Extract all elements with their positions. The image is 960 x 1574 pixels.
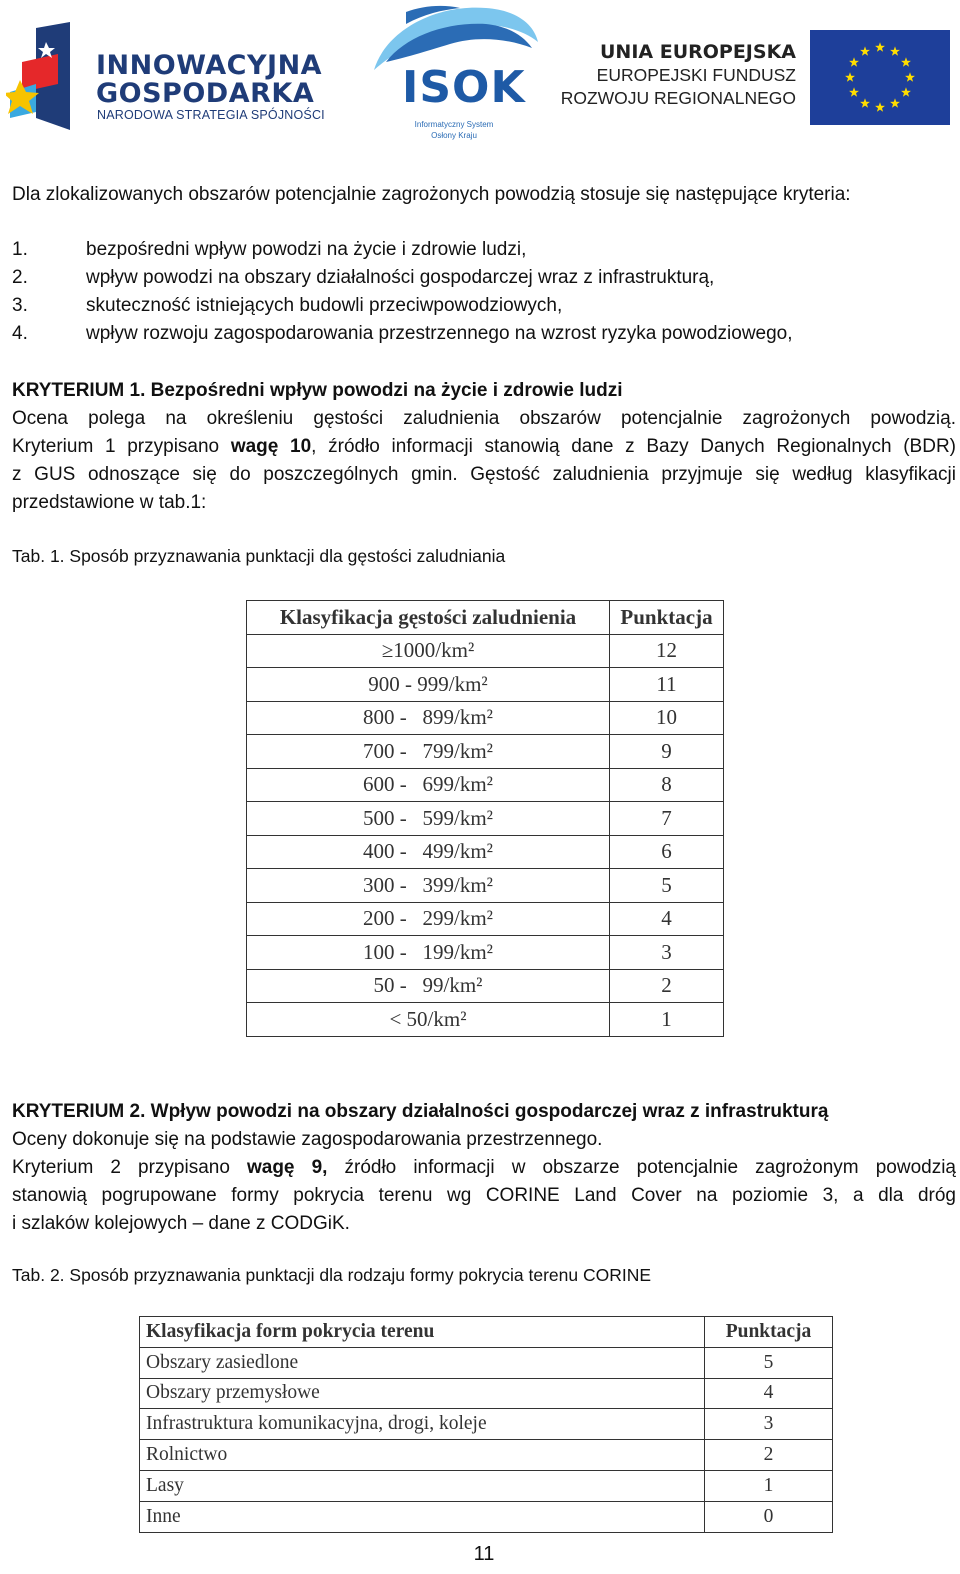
list-item-number: 4.: [12, 323, 28, 344]
isok-subtitle-2: Osłony Kraju: [431, 131, 477, 140]
table-population-density: [246, 600, 724, 1037]
density-range-cell: 400 - 499/km²: [247, 835, 610, 869]
table-row: [140, 1501, 833, 1532]
density-range-cell: 700 - 799/km²: [247, 735, 610, 769]
eu-star-icon: [845, 72, 855, 81]
points-cell: 5: [610, 869, 724, 903]
logo-unia-europejska-text: [556, 40, 796, 120]
k1-line2-c: , źródło informacji stanowią dane z Bazy Danych Regionalnych (BDR): [311, 436, 956, 457]
land-cover-form-cell: Obszary zasiedlone: [140, 1347, 705, 1378]
logo-isok: [366, 2, 542, 144]
kryterium-2-line2: [12, 1154, 956, 1182]
eu-star-icon: [890, 46, 900, 55]
list-item-text: bezpośredni wpływ powodzi na życie i zdrowie ludzi,: [86, 239, 527, 260]
list-item-number: 1.: [12, 239, 28, 260]
table-row: [247, 869, 724, 903]
table-row: [247, 936, 724, 970]
table-row: [247, 902, 724, 936]
eu-star-icon: [849, 57, 859, 66]
density-range-cell: 600 - 699/km²: [247, 768, 610, 802]
land-cover-form-cell: Obszary przemysłowe: [140, 1378, 705, 1409]
density-range-cell: 800 - 899/km²: [247, 701, 610, 735]
kryterium-1-line1: Ocena polega na określeniu gęstości zaludnienia obszarów potencjalnie zagrożonych powodzią.: [12, 408, 956, 429]
points-cell: 2: [610, 969, 724, 1003]
table-1-caption: Tab. 1. Sposób przyznawania punktacji dla gęstości zaludniania: [12, 546, 506, 566]
intro-text: Dla zlokalizowanych obszarów potencjalnie zagrożonych powodzią stosuje się następujące kryteria:: [12, 184, 851, 205]
table-row: [247, 835, 724, 869]
eu-star-icon: [860, 98, 870, 107]
table-row: [247, 701, 724, 735]
points-cell: 7: [610, 802, 724, 836]
table-row: [247, 1003, 724, 1037]
density-range-cell: 300 - 399/km²: [247, 869, 610, 903]
eu-star-icon: [890, 98, 900, 107]
kryterium-1-heading: KRYTERIUM 1. Bezpośredni wpływ powodzi na życie i zdrowie ludzi: [12, 380, 623, 401]
points-cell: 2: [705, 1440, 833, 1471]
land-cover-form-cell: Lasy: [140, 1470, 705, 1501]
density-range-cell: 200 - 299/km²: [247, 902, 610, 936]
table-row: [140, 1440, 833, 1471]
table-row: [247, 668, 724, 702]
table-land-cover: [139, 1316, 833, 1533]
table-row: [247, 634, 724, 668]
eu-star-icon: [901, 57, 911, 66]
list-item-number: 2.: [12, 267, 28, 288]
k2-line2-a: Kryterium 2 przypisano: [12, 1157, 247, 1178]
table-row: [247, 802, 724, 836]
list-item-text: wpływ powodzi na obszary działalności gospodarczej wraz z infrastrukturą,: [86, 267, 715, 288]
k2-line2-c: źródło informacji w obszarze potencjalnie zagrożonym powodzią: [327, 1157, 956, 1178]
points-cell: 4: [705, 1378, 833, 1409]
logo-ig-line1: INNOWACYJNA: [96, 50, 323, 81]
land-cover-form-cell: Inne: [140, 1501, 705, 1532]
density-range-cell: < 50/km²: [247, 1003, 610, 1037]
points-cell: 0: [705, 1501, 833, 1532]
kryterium-1-line3: z GUS odnoszące się do poszczególnych gmin. Gęstość zaludnienia przyjmuje się według klasyfikacji: [12, 464, 956, 485]
table-row: [140, 1470, 833, 1501]
kryterium-2-line4: i szlaków kolejowych – dane z CODGiK.: [12, 1213, 350, 1234]
density-range-cell: 500 - 599/km²: [247, 802, 610, 836]
table-header-row: [140, 1317, 833, 1348]
page-number: 11: [473, 1543, 495, 1565]
list-item-text: wpływ rozwoju zagospodarowania przestrzennego na wzrost ryzyka powodziowego,: [86, 323, 793, 344]
logo-ig-line3: NARODOWA STRATEGIA SPÓJNOŚCI: [97, 108, 325, 122]
land-cover-form-cell: Infrastruktura komunikacyjna, drogi, koleje: [140, 1409, 705, 1440]
k2-weight: wagę 9,: [246, 1157, 328, 1178]
isok-title: ISOK: [402, 62, 526, 113]
points-cell: 8: [610, 768, 724, 802]
ue-line2: EUROPEJSKI FUNDUSZ: [596, 65, 796, 85]
points-cell: 4: [610, 902, 724, 936]
land-cover-form-cell: Rolnictwo: [140, 1440, 705, 1471]
kryterium-1-line2: [12, 433, 956, 461]
points-cell: 6: [610, 835, 724, 869]
kryterium-2-line1: Oceny dokonuje się na podstawie zagospodarowania przestrzennego.: [12, 1129, 603, 1150]
points-cell: 5: [705, 1347, 833, 1378]
eu-star-icon: [875, 102, 885, 111]
innowacyjna-emblem-icon: [6, 22, 86, 132]
table-row: [140, 1347, 833, 1378]
table-row: [247, 735, 724, 769]
points-cell: 11: [610, 668, 724, 702]
points-cell: 9: [610, 735, 724, 769]
table-row: [140, 1378, 833, 1409]
points-cell: 10: [610, 701, 724, 735]
points-cell: 1: [610, 1003, 724, 1037]
table-row: [247, 768, 724, 802]
eu-star-icon: [860, 46, 870, 55]
table-header-cell: Punktacja: [705, 1317, 833, 1348]
eu-star-icon: [875, 42, 885, 51]
eu-star-icon: [905, 72, 915, 81]
eu-star-icon: [849, 87, 859, 96]
table-header-cell: Klasyfikacja form pokrycia terenu: [140, 1317, 705, 1348]
density-range-cell: 100 - 199/km²: [247, 936, 610, 970]
isok-subtitle-1: Informatyczny System: [414, 120, 494, 129]
points-cell: 12: [610, 634, 724, 668]
eu-flag-icon: [810, 30, 950, 125]
density-range-cell: ≥1000/km²: [247, 634, 610, 668]
k1-weight: wagę 10: [230, 436, 312, 457]
points-cell: 3: [610, 936, 724, 970]
table-header-cell: Punktacja: [610, 601, 724, 635]
logo-ig-line2: GOSPODARKA: [96, 78, 315, 109]
list-item-text: skuteczność istniejących budowli przeciwpowodziowych,: [86, 295, 563, 316]
k1-line2-a: Kryterium 1 przypisano: [12, 436, 231, 457]
kryterium-2-line3: stanowią pogrupowane formy pokrycia terenu wg CORINE Land Cover na poziomie 3, a dla dróg: [12, 1185, 956, 1206]
table-row: [247, 969, 724, 1003]
kryterium-2-heading: KRYTERIUM 2. Wpływ powodzi na obszary działalności gospodarczej wraz z infrastrukturą: [12, 1101, 829, 1122]
logo-innowacyjna-gospodarka: [6, 22, 336, 132]
kryterium-1-line4: przedstawione w tab.1:: [12, 492, 207, 513]
table-header-cell: Klasyfikacja gęstości zaludnienia: [247, 601, 610, 635]
density-range-cell: 900 - 999/km²: [247, 668, 610, 702]
density-range-cell: 50 - 99/km²: [247, 969, 610, 1003]
list-item-number: 3.: [12, 295, 28, 316]
eu-star-icon: [901, 87, 911, 96]
table-header-row: [247, 601, 724, 635]
table-2-caption: Tab. 2. Sposób przyznawania punktacji dla rodzaju formy pokrycia terenu CORINE: [12, 1265, 652, 1285]
table-row: [140, 1409, 833, 1440]
points-cell: 3: [705, 1409, 833, 1440]
points-cell: 1: [705, 1470, 833, 1501]
ue-line3: ROZWOJU REGIONALNEGO: [560, 88, 796, 108]
ue-line1: UNIA EUROPEJSKA: [600, 41, 796, 63]
